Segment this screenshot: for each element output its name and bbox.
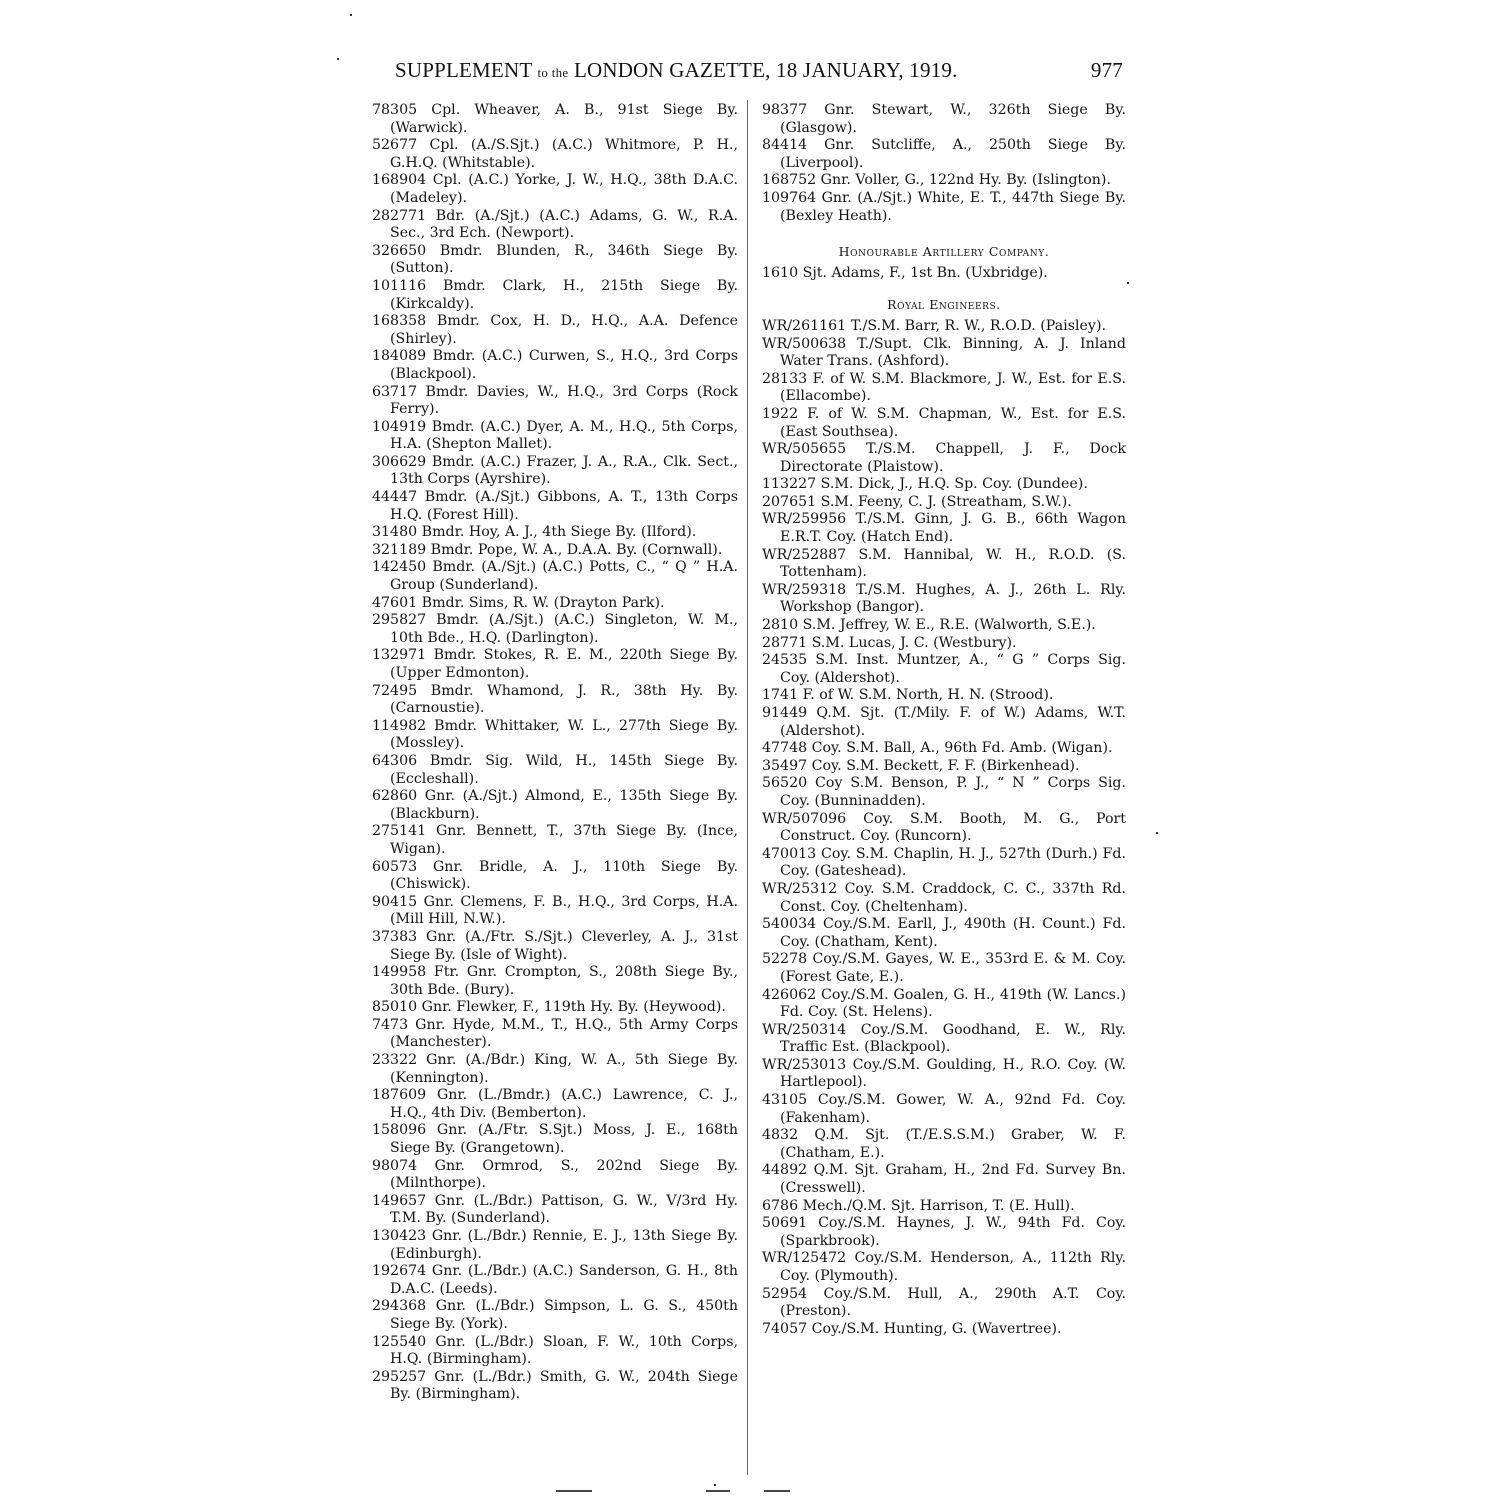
gazette-entry: 114982 Bmdr. Whittaker, W. L., 277th Siege By. (Mossley). [372, 717, 738, 752]
gazette-entry: 90415 Gnr. Clemens, F. B., H.Q., 3rd Corps, H.A. (Mill Hill, N.W.). [372, 893, 738, 928]
gazette-entry: 50691 Coy./S.M. Haynes, J. W., 94th Fd. Coy. (Sparkbrook). [762, 1215, 1126, 1249]
gazette-entry: 60573 Gnr. Bridle, A. J., 110th Siege By. (Chiswick). [372, 858, 738, 893]
section-heading-royal-engineers: Royal Engineers. [887, 297, 1001, 313]
gazette-entry: 85010 Gnr. Flewker, F., 119th Hy. By. (Heywood). [372, 999, 726, 1016]
right-column-entries [762, 102, 1126, 225]
gazette-entry: WR/252887 S.M. Hannibal, W. H., R.O.D. (S. Tottenham). [762, 546, 1126, 581]
gazette-entry: 47601 Bmdr. Sims, R. W. (Drayton Park). [372, 594, 665, 611]
gazette-entry: 23322 Gnr. (A./Bdr.) King, W. A., 5th Siege By. (Kennington). [372, 1052, 738, 1086]
page-header [395, 58, 1135, 88]
gazette-entry: 149657 Gnr. (L./Bdr.) Pattison, G. W., V/3rd Hy. T.M. By. (Sunderland). [372, 1192, 738, 1227]
gazette-entry: 47748 Coy. S.M. Ball, A., 96th Fd. Amb. (Wigan). [762, 740, 1113, 757]
gazette-entry: WR/25312 Coy. S.M. Craddock, C. C., 337th Rd. Const. Coy. (Cheltenham). [762, 880, 1126, 915]
gazette-entry: 158096 Gnr. (A./Ftr. S.Sjt.) Moss, J. E., 168th Siege By. (Grangetown). [372, 1122, 738, 1157]
gazette-entry: WR/500638 T./Supt. Clk. Binning, A. J. Inland Water Trans. (Ashford). [762, 335, 1126, 370]
gazette-entry: 52677 Cpl. (A./S.Sjt.) (A.C.) Whitmore, P. H., G.H.Q. (Whitstable). [372, 137, 738, 171]
gazette-entry: 1922 F. of W. S.M. Chapman, W., Est. for E.S. (East Southsea). [762, 405, 1126, 440]
gazette-entry: 78305 Cpl. Wheaver, A. B., 91st Siege By. (Warwick). [372, 102, 738, 136]
gazette-entry: 125540 Gnr. (L./Bdr.) Sloan, F. W., 10th Corps, H.Q. (Birmingham). [372, 1333, 738, 1368]
gazette-entry: WR/507096 Coy. S.M. Booth, M. G., Port Construct. Coy. (Runcorn). [762, 810, 1126, 845]
gazette-entry: 43105 Coy./S.M. Gower, W. A., 92nd Fd. Coy. (Fakenham). [762, 1092, 1126, 1126]
gazette-entry: 62860 Gnr. (A./Sjt.) Almond, E., 135th Siege By. (Blackburn). [372, 788, 738, 822]
hac-entries [762, 265, 1126, 283]
royal-engineers-entries [762, 318, 1126, 1338]
gazette-entry: 56520 Coy S.M. Benson, P. J., “ N ” Corps Sig. Coy. (Bunninadden). [762, 775, 1126, 809]
gazette-entry: 321189 Bmdr. Pope, W. A., D.A.A. By. (Cornwall). [372, 541, 723, 558]
gazette-entry: 295827 Bmdr. (A./Sjt.) (A.C.) Singleton, W. M., 10th Bde., H.Q. (Darlington). [372, 612, 738, 646]
gazette-entry: 37383 Gnr. (A./Ftr. S./Sjt.) Cleverley, A. J., 31st Siege By. (Isle of Wight). [372, 928, 738, 963]
gazette-entry: 109764 Gnr. (A./Sjt.) White, E. T., 447th Siege By. (Bexley Heath). [762, 189, 1126, 224]
section-heading-hac: Honourable Artillery Company. [838, 244, 1050, 260]
gazette-entry: 132971 Bmdr. Stokes, R. E. M., 220th Siege By. (Upper Edmonton). [372, 647, 738, 681]
gazette-entry: 101116 Bmdr. Clark, H., 215th Siege By. (Kirkcaldy). [372, 277, 738, 312]
gazette-entry: 470013 Coy. S.M. Chaplin, H. J., 527th (Durh.) Fd. Coy. (Gateshead). [762, 845, 1126, 880]
gazette-entry: 184089 Bmdr. (A.C.) Curwen, S., H.Q., 3rd Corps (Blackpool). [372, 348, 738, 382]
gazette-entry: WR/125472 Coy./S.M. Henderson, A., 112th Rly. Coy. (Plymouth). [762, 1250, 1126, 1284]
gazette-entry: 130423 Gnr. (L./Bdr.) Rennie, E. J., 13th Siege By. (Edinburgh). [372, 1228, 738, 1262]
gazette-entry: 52278 Coy./S.M. Gayes, W. E., 353rd E. & M. Coy. (Forest Gate, E.). [762, 951, 1126, 985]
gazette-entry: 207651 S.M. Feeny, C. J. (Streatham, S.W.). [762, 493, 1072, 510]
gazette-entry: 7473 Gnr. Hyde, M.M., T., H.Q., 5th Army Corps (Manchester). [372, 1016, 738, 1051]
gazette-entry: 91449 Q.M. Sjt. (T./Mily. F. of W.) Adams, W.T. (Aldershot). [762, 705, 1126, 739]
gazette-entry: 168752 Gnr. Voller, G., 122nd Hy. By. (Islington). [762, 172, 1111, 189]
header-to-the: to the [537, 65, 569, 80]
gazette-entry: 282771 Bdr. (A./Sjt.) (A.C.) Adams, G. W., R.A. Sec., 3rd Ech. (Newport). [372, 207, 738, 242]
gazette-entry: 426062 Coy./S.M. Goalen, G. H., 419th (W. Lancs.) Fd. Coy. (St. Helens). [762, 986, 1126, 1021]
gazette-entry: WR/253013 Coy./S.M. Goulding, H., R.O. Coy. (W. Hartlepool). [762, 1056, 1126, 1091]
gazette-entry: 1610 Sjt. Adams, F., 1st Bn. (Uxbridge). [762, 264, 1048, 281]
gazette-entry: 52954 Coy./S.M. Hull, A., 290th A.T. Coy. (Preston). [762, 1285, 1126, 1320]
column-divider [747, 100, 748, 1475]
header-title: LONDON GAZETTE, 18 JANUARY, 1919. [573, 58, 958, 82]
gazette-entry: WR/259318 T./S.M. Hughes, A. J., 26th L. Rly. Workshop (Bangor). [762, 581, 1126, 616]
scan-speck [350, 14, 352, 16]
gazette-entry: 35497 Coy. S.M. Beckett, F. F. (Birkenhead). [762, 757, 1080, 774]
gazette-entry: 294368 Gnr. (L./Bdr.) Simpson, L. G. S., 450th Siege By. (York). [372, 1298, 738, 1332]
gazette-entry: 28133 F. of W. S.M. Blackmore, J. W., Est. for E.S. (Ellacombe). [762, 370, 1126, 405]
gazette-entry: 72495 Bmdr. Whamond, J. R., 38th Hy. By. (Carnoustie). [372, 682, 738, 717]
gazette-entry: WR/261161 T./S.M. Barr, R. W., R.O.D. (Paisley). [762, 317, 1106, 334]
gazette-entry: 84414 Gnr. Sutcliffe, A., 250th Siege By. (Liverpool). [762, 137, 1126, 171]
gazette-entry: 98377 Gnr. Stewart, W., 326th Siege By. (Glasgow). [762, 102, 1126, 136]
gazette-entry: 104919 Bmdr. (A.C.) Dyer, A. M., H.Q., 5th Corps, H.A. (Shepton Mallet). [372, 418, 738, 453]
gazette-entry: 63717 Bmdr. Davies, W., H.Q., 3rd Corps (Rock Ferry). [372, 383, 738, 418]
gazette-entry: 4832 Q.M. Sjt. (T./E.S.S.M.) Graber, W. F. (Chatham, E.). [762, 1127, 1126, 1161]
header-prefix: SUPPLEMENT [395, 58, 532, 82]
gazette-entry: 6786 Mech./Q.M. Sjt. Harrison, T. (E. Hull). [762, 1197, 1075, 1214]
gazette-entry: 28771 S.M. Lucas, J. C. (Westbury). [762, 634, 1017, 651]
gazette-entry: 1741 F. of W. S.M. North, H. N. (Strood). [762, 687, 1054, 704]
gazette-entry: 44447 Bmdr. (A./Sjt.) Gibbons, A. T., 13th Corps H.Q. (Forest Hill). [372, 489, 738, 523]
gazette-entry: 31480 Bmdr. Hoy, A. J., 4th Siege By. (Ilford). [372, 524, 697, 541]
footer-marks [540, 1490, 840, 1494]
gazette-entry: 64306 Bmdr. Sig. Wild, H., 145th Siege By. (Eccleshall). [372, 752, 738, 787]
gazette-entry: 326650 Bmdr. Blunden, R., 346th Siege By. (Sutton). [372, 242, 738, 277]
scan-speck [1156, 832, 1158, 834]
page-number: 977 [1090, 58, 1123, 82]
gazette-entry: WR/505655 T./S.M. Chappell, J. F., Dock Directorate (Plaistow). [762, 441, 1126, 475]
gazette-entry: 295257 Gnr. (L./Bdr.) Smith, G. W., 204th Siege By. (Birmingham). [372, 1368, 738, 1403]
gazette-entry: 275141 Gnr. Bennett, T., 37th Siege By. (Ince, Wigan). [372, 823, 738, 857]
gazette-entry: 540034 Coy./S.M. Earll, J., 490th (H. Count.) Fd. Coy. (Chatham, Kent). [762, 916, 1126, 950]
gazette-entry: 192674 Gnr. (L./Bdr.) (A.C.) Sanderson, G. H., 8th D.A.C. (Leeds). [372, 1263, 738, 1297]
gazette-entry: WR/259956 T./S.M. Ginn, J. G. B., 66th Wagon E.R.T. Coy. (Hatch End). [762, 511, 1126, 546]
gazette-entry: 149958 Ftr. Gnr. Crompton, S., 208th Siege By., 30th Bde. (Bury). [372, 964, 738, 998]
gazette-entry: 2810 S.M. Jeffrey, W. E., R.E. (Walworth, S.E.). [762, 617, 1096, 634]
scan-speck [337, 58, 339, 60]
gazette-entry: 44892 Q.M. Sjt. Graham, H., 2nd Fd. Survey Bn. (Cresswell). [762, 1162, 1126, 1197]
gazette-entry: 306629 Bmdr. (A.C.) Frazer, J. A., R.A., Clk. Sect., 13th Corps (Ayrshire). [372, 453, 738, 488]
gazette-entry: 142450 Bmdr. (A./Sjt.) (A.C.) Potts, C., “ Q ” H.A. Group (Sunderland). [372, 559, 738, 594]
right-column [762, 102, 1126, 1338]
gazette-entry: 24535 S.M. Inst. Muntzer, A., “ G ” Corps Sig. Coy. (Aldershot). [762, 652, 1126, 686]
gazette-entry: 98074 Gnr. Ormrod, S., 202nd Siege By. (Milnthorpe). [372, 1157, 738, 1192]
scan-speck [714, 1484, 716, 1486]
left-column [372, 102, 738, 1404]
gazette-entry: 187609 Gnr. (L./Bmdr.) (A.C.) Lawrence, C. J., H.Q., 4th Div. (Bemberton). [372, 1087, 738, 1121]
gazette-entry: 168358 Bmdr. Cox, H. D., H.Q., A.A. Defence (Shirley). [372, 313, 738, 347]
gazette-entry: 168904 Cpl. (A.C.) Yorke, J. W., H.Q., 38th D.A.C. (Madeley). [372, 172, 738, 206]
scan-speck [1127, 282, 1129, 284]
gazette-entry: WR/250314 Coy./S.M. Goodhand, E. W., Rly. Traffic Est. (Blackpool). [762, 1021, 1126, 1056]
gazette-entry: 113227 S.M. Dick, J., H.Q. Sp. Coy. (Dundee). [762, 476, 1088, 493]
gazette-entry: 74057 Coy./S.M. Hunting, G. (Wavertree). [762, 1320, 1062, 1337]
